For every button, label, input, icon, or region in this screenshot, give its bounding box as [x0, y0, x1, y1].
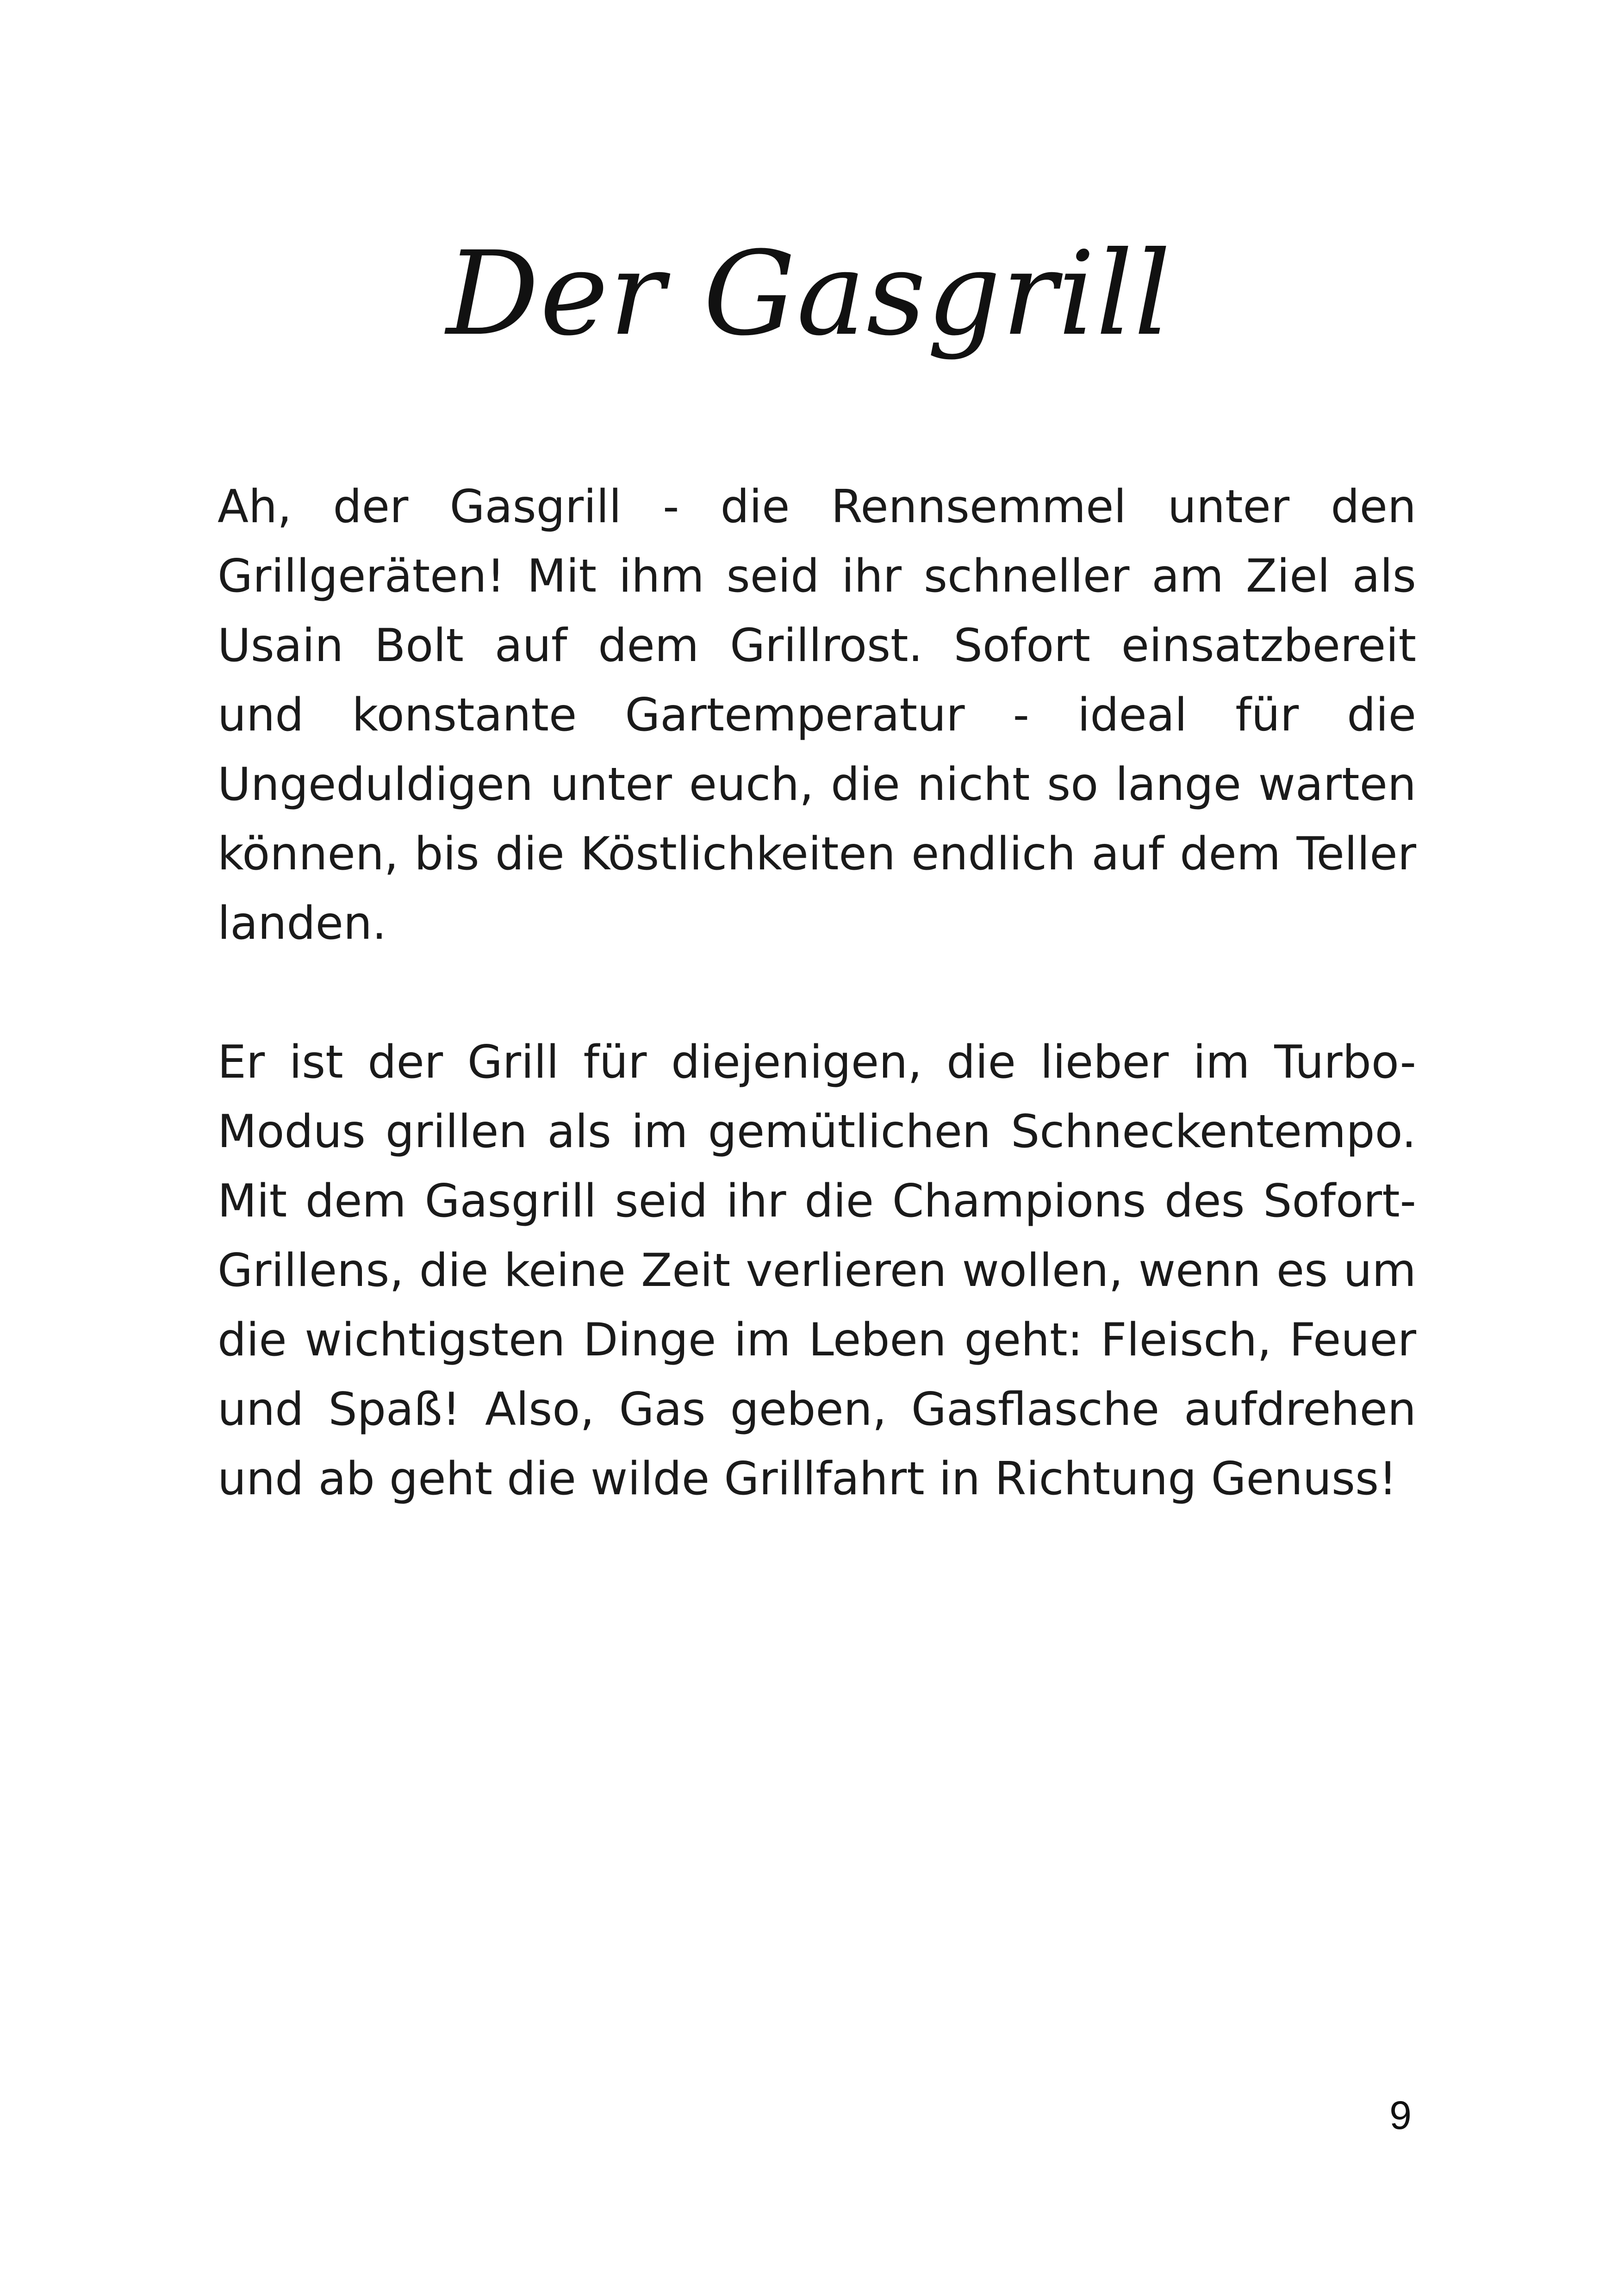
page-number: 9: [1389, 2093, 1412, 2138]
paragraph-1: Ah, der Gasgrill - die Rennsemmel unter den Grillgeräten! Mit ihm seid ihr schneller am Ziel als Usain Bolt auf dem Grillrost. Sofort einsatzbereit und konstante Gartemperatur - ideal für die Ungeduldigen unter euch, die nicht so lange warten können, bis die Köstlichkeiten endlich auf dem Teller landen.: [218, 480, 1416, 950]
paragraph-2: Er ist der Grill für diejenigen, die lieber im Turbo-Modus grillen als im gemütlichen Schneckentempo. Mit dem Gasgrill seid ihr die Champions des Sofort-Grillens, die keine Zeit verlieren wollen, wenn es um die wichtigsten Dinge im Leben geht: Fleisch, Feuer und Spaß! Also, Gas geben, Gasflasche aufdrehen und ab geht die wilde Grillfahrt in Richtung Genuss!: [218, 1036, 1416, 1505]
page-title: Der Gasgrill: [446, 226, 1172, 361]
body-text: [218, 472, 1416, 1583]
